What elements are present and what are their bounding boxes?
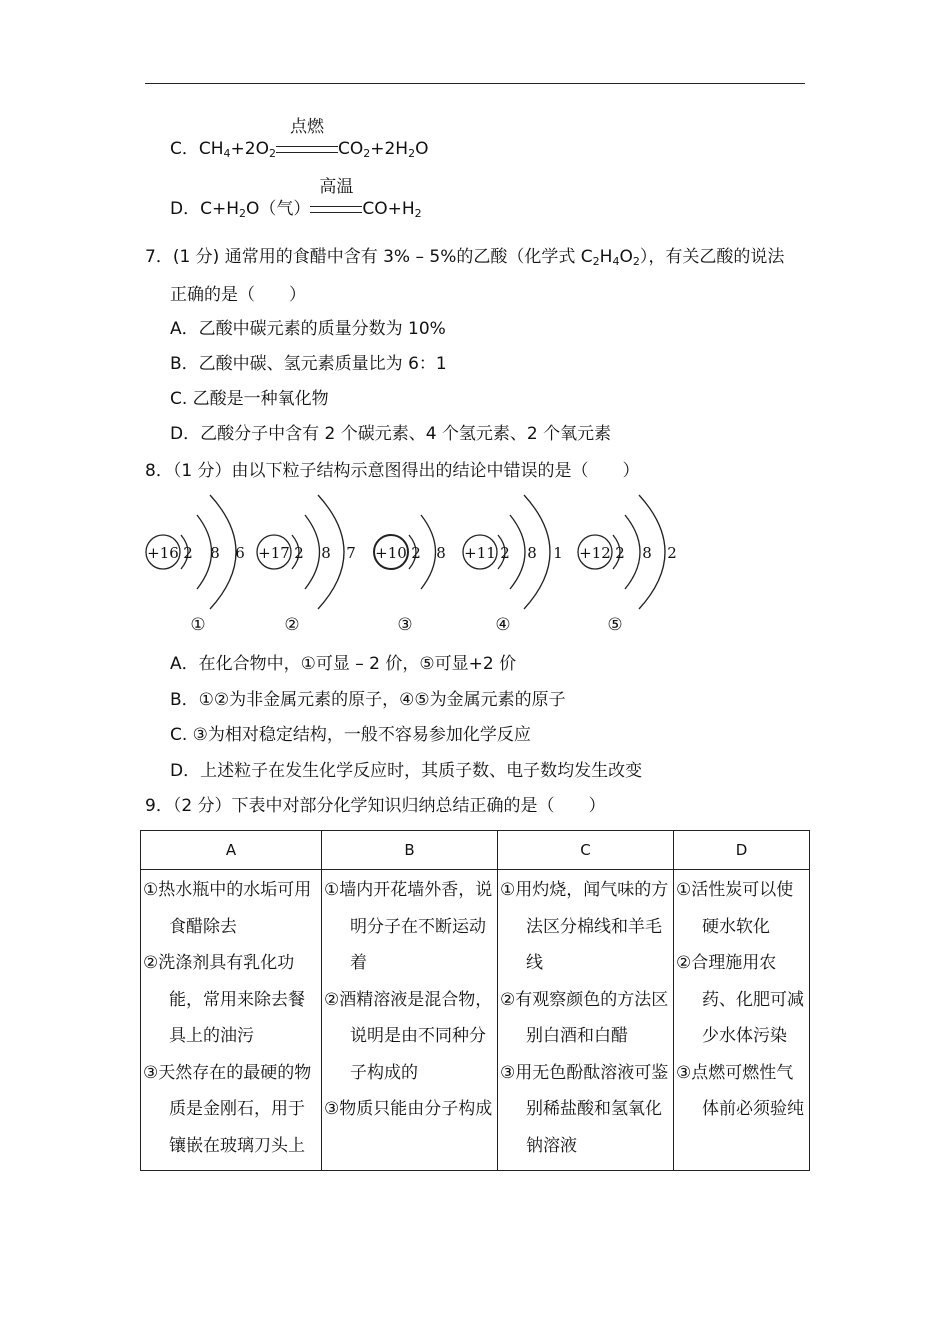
reaction-condition: 点燃 (289, 117, 324, 137)
nucleus-charge-3: +10 (375, 544, 407, 562)
list-item: ②有观察颜色的方法区别白酒和白醋 (500, 989, 669, 1046)
q8-option-c: C. ③为相对稳定结构，一般不容易参加化学反应 (170, 725, 531, 745)
shell-electrons: 6 (235, 544, 245, 562)
q6-option-d: D．$C+H_2O$（气） 高温 $CO+H_2$ (170, 177, 422, 220)
shell-electrons: 2 (500, 544, 510, 562)
q8-option-d: D．上述粒子在发生化学反应时，其质子数、电子数均发生改变 (170, 761, 643, 781)
table-cell-a (141, 870, 322, 1171)
shell-electrons: 2 (411, 544, 421, 562)
table-cell-b (322, 870, 498, 1171)
particle-index-1: ① (190, 615, 206, 635)
q8-option-a: A．在化合物中，①可显 – 2 价，⑤可显+2 价 (170, 654, 517, 674)
knowledge-table (140, 830, 810, 1171)
particle-index-5: ⑤ (607, 615, 623, 635)
q7-stem-line-1: 7．(1 分) 通常用的食醋中含有 3% – 5%的乙酸（化学式 $C_2H_4O_2$），有关乙酸的说法 (145, 247, 785, 268)
table-header-d: D (674, 831, 810, 870)
nucleus-charge-2: +17 (258, 544, 290, 562)
list-item: ①活性炭可以使硬水软化 (676, 880, 794, 937)
table-header-row (141, 831, 810, 870)
nucleus-charge-1: +16 (147, 544, 179, 562)
list-item: ②酒精溶液是混合物，说明是由不同种分子构成的 (324, 989, 493, 1083)
shell-electrons: 8 (642, 544, 652, 562)
table-header-a: A (141, 831, 322, 870)
q7-option-c: C. 乙酸是一种氧化物 (170, 389, 329, 409)
list-item: ③物质只能由分子构成 (324, 1099, 493, 1119)
q7-option-a: A．乙酸中碳元素的质量分数为 10% (170, 319, 446, 339)
q8-stem: 8．（1 分）由以下粒子结构示意图得出的结论中错误的是（ ） (145, 461, 640, 481)
shell-electrons: 2 (615, 544, 625, 562)
list-item: ③点燃可燃性气体前必须验纯 (676, 1062, 804, 1119)
particle-index-4: ④ (495, 615, 511, 635)
shell-electrons: 2 (183, 544, 193, 562)
q6-option-c: C．$CH_4+2O_2$ 点燃 $CO_2+2H_2O$ (170, 117, 429, 160)
q7-option-d: D．乙酸分子中含有 2 个碳元素、4 个氢元素、2 个氧元素 (170, 424, 612, 444)
shell-electrons: 1 (553, 544, 563, 562)
shell-electrons: 8 (321, 544, 331, 562)
q8-option-b: B．①②为非金属元素的原子，④⑤为金属元素的原子 (170, 690, 566, 710)
list-item: ①墙内开花墙外香，说明分子在不断运动着 (324, 880, 493, 973)
q9-stem: 9．（2 分）下表中对部分化学知识归纳总结正确的是（ ） (145, 796, 606, 816)
table-cell-c (498, 870, 674, 1171)
shell-electrons: 7 (346, 544, 356, 562)
list-item: ②合理施用农药、化肥可减少水体污染 (676, 953, 804, 1046)
nucleus-charge-5: +12 (579, 544, 611, 562)
table-row (141, 870, 810, 1171)
shell-electrons: 8 (210, 544, 220, 562)
list-item: ①用灼烧，闻气味的方法区分棉线和羊毛线 (500, 880, 669, 973)
nucleus-charge-4: +11 (464, 544, 496, 562)
shell-electrons: 2 (667, 544, 677, 562)
table-header-b: B (322, 831, 498, 870)
particle-index-3: ③ (397, 615, 413, 635)
shell-electrons: 8 (436, 544, 446, 562)
list-item: ③天然存在的最硬的物质是金刚石，用于镶嵌在玻璃刀头上 (143, 1062, 312, 1156)
particle-index-2: ② (284, 615, 300, 635)
list-item: ③用无色酚酞溶液可鉴别稀盐酸和氢氧化钠溶液 (500, 1062, 669, 1156)
table-header-c: C (498, 831, 674, 870)
reaction-condition: 高温 (319, 177, 354, 197)
shell-electrons: 2 (294, 544, 304, 562)
table-cell-d (674, 870, 810, 1171)
list-item: ①热水瓶中的水垢可用食醋除去 (143, 880, 312, 937)
q7-stem-line-2: 正确的是（ ） (170, 285, 306, 305)
list-item: ②洗涤剂具有乳化功能，常用来除去餐具上的油污 (143, 953, 305, 1046)
shell-electrons: 8 (527, 544, 537, 562)
q7-option-b: B．乙酸中碳、氢元素质量比为 6：1 (170, 354, 447, 374)
